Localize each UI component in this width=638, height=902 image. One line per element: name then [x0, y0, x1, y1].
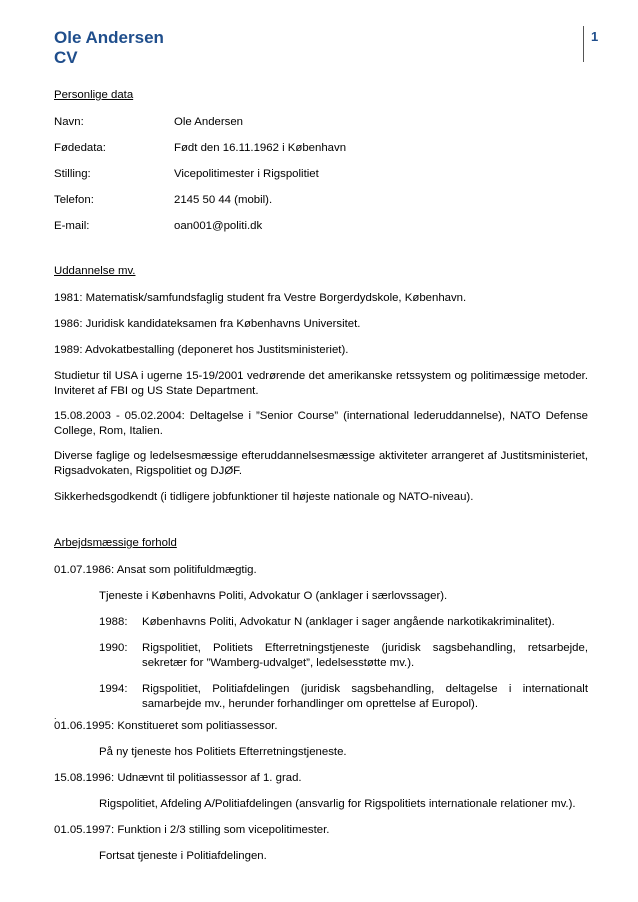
personal-label: Stilling: [54, 168, 91, 180]
education-item: Diverse faglige og ledelsesmæssige efteruddannelsesmæssige aktiviteter arrangeret af Justitsministeriet, Rigsadvokaten, Rigspolitiet og DJØF. [54, 450, 588, 477]
work-subitem-text: Rigspolitiet, Politiafdelingen (juridisk sagsbehandling, deltagelse i internationalt samarbejde mv., herunder forhandlinger om oprettelse af Europol). [142, 683, 588, 710]
work-entry: 01.06.1995: Konstitueret som politiassessor. [54, 720, 278, 732]
education-item: 15.08.2003 - 05.02.2004: Deltagelse i ”Senior Course” (international lederuddannelse), NATO Defense College, Rom, Italien. [54, 410, 588, 437]
work-subitem [54, 682, 588, 712]
section-heading-personal: Personlige data [54, 89, 134, 101]
education-item: 1986: Juridisk kandidateksamen fra Københavns Universitet. [54, 318, 361, 330]
personal-value: oan001@politi.dk [174, 220, 263, 232]
work-entry: 01.07.1986: Ansat som politifuldmægtig. [54, 564, 257, 576]
work-subitem-year: 1994: [99, 683, 128, 695]
cv-body [54, 88, 588, 864]
personal-row-email [54, 219, 588, 234]
page-number-divider [583, 26, 584, 62]
personal-value: Vicepolitimester i Rigspolitiet [174, 168, 319, 180]
personal-value: Født den 16.11.1962 i København [174, 142, 347, 154]
personal-row-birth [54, 141, 588, 156]
work-entry-detail: Tjeneste i Københavns Politi, Advokatur O (anklager i særlovssager). [99, 590, 448, 602]
work-subitem-year: 1990: [99, 642, 128, 654]
stray-dot: . [54, 711, 57, 721]
work-entry: 15.08.1996: Udnævnt til politiassessor af 1. grad. [54, 772, 302, 784]
personal-value: 2145 50 44 (mobil). [174, 194, 273, 206]
work-entry: 01.05.1997: Funktion i 2/3 stilling som vicepolitimester. [54, 824, 330, 836]
education-item: 1989: Advokatbestalling (deponeret hos Justitsministeriet). [54, 344, 349, 356]
personal-label: E-mail: [54, 220, 90, 232]
personal-row-name [54, 115, 588, 130]
section-heading-education: Uddannelse mv. [54, 265, 136, 277]
work-subitem [54, 615, 588, 630]
personal-row-position [54, 167, 588, 182]
work-subitem-text: Københavns Politi, Advokatur N (anklager i sager angående narkotikakriminalitet). [142, 616, 555, 628]
document-subtitle: CV [54, 48, 78, 67]
work-subitem-text: Rigspolitiet, Politiets Efterretningstjeneste (juridisk sagsbehandling, retsarbejde, sekretær for ”Wamberg-udvalget”, ledelsesstøtte mv.). [142, 642, 588, 669]
education-item: Sikkerhedsgodkendt (i tidligere jobfunktioner til højeste nationale og NATO-niveau). [54, 491, 474, 503]
personal-row-phone [54, 193, 588, 208]
work-entry-detail: På ny tjeneste hos Politiets Efterretningstjeneste. [99, 746, 347, 758]
education-item: 1981: Matematisk/samfundsfaglig student fra Vestre Borgerdydskole, København. [54, 292, 467, 304]
personal-label: Navn: [54, 116, 84, 128]
page-number: 1 [591, 29, 599, 44]
work-entry-detail: Rigspolitiet, Afdeling A/Politiafdelingen (ansvarlig for Rigspolitiets internationale relationer mv.). [99, 798, 576, 810]
work-subitem [54, 641, 588, 671]
personal-label: Fødedata: [54, 142, 106, 154]
section-heading-work: Arbejdsmæssige forhold [54, 537, 177, 549]
personal-value: Ole Andersen [174, 116, 244, 128]
education-item: Studietur til USA i ugerne 15-19/2001 vedrørende det amerikanske retssystem og politimæssige metoder. Inviteret af FBI og US State Department. [54, 370, 588, 397]
work-entry-detail: Fortsat tjeneste i Politiafdelingen. [99, 850, 267, 862]
cv-owner-name: Ole Andersen [54, 28, 164, 47]
personal-label: Telefon: [54, 194, 94, 206]
work-subitem-year: 1988: [99, 616, 128, 628]
